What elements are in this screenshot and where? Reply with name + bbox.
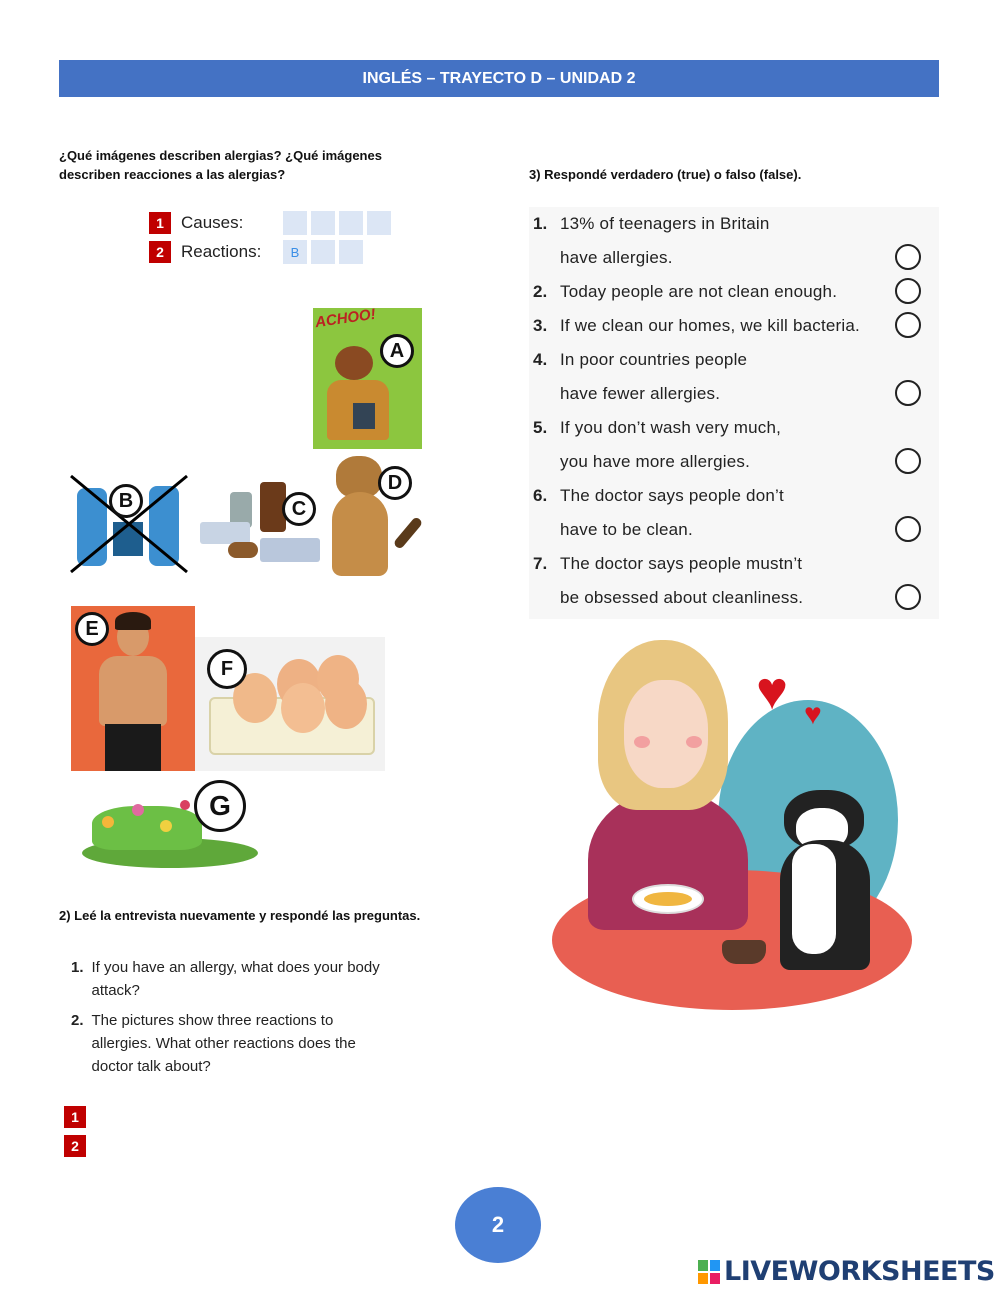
section2-questions (71, 956, 431, 1078)
letter-e: E (75, 612, 109, 646)
page-title-banner (59, 60, 939, 97)
question-line: attack? (91, 982, 140, 999)
answer-circle[interactable] (895, 244, 921, 270)
answer-circle[interactable] (895, 516, 921, 542)
item-text: If you don’t wash very much, (560, 418, 782, 437)
section3-title: 3) Respondé verdadero (true) o falso (false). (529, 167, 802, 182)
item-text: The doctor says people don’t (560, 486, 784, 505)
question-line: doctor talk about? (91, 1058, 211, 1075)
item-number: 2. (533, 282, 548, 301)
letter-d: D (378, 466, 412, 500)
reactions-label: Reactions: (181, 242, 262, 261)
causes-number: 1 (149, 212, 171, 234)
reactions-answer-box[interactable]: B (283, 240, 307, 264)
sneeze-image (313, 305, 422, 449)
causes-row (149, 211, 391, 235)
medicines-image (190, 478, 330, 578)
answer-field-2[interactable] (90, 1135, 430, 1157)
eggs-image (195, 637, 385, 771)
answer-circle[interactable] (895, 312, 921, 338)
letter-g: G (194, 780, 246, 832)
item-number: 4. (533, 350, 548, 369)
letter-a: A (380, 334, 414, 368)
reactions-number: 2 (149, 241, 171, 263)
rash-image (71, 606, 195, 771)
item-number: 1. (533, 214, 548, 233)
page-number: 2 (491, 1212, 505, 1237)
reactions-row (149, 240, 363, 264)
answer-circle[interactable] (895, 584, 921, 610)
item-text: have fewer allergies. (560, 384, 721, 403)
item-text: be obsessed about cleanliness. (560, 588, 804, 607)
true-false-list (529, 207, 939, 619)
answer-number: 2 (64, 1135, 86, 1157)
causes-answer-box[interactable] (283, 211, 307, 235)
page-number-badge (455, 1187, 541, 1263)
question-item (71, 956, 431, 1002)
item-text: The doctor says people mustn’t (560, 554, 803, 573)
section1-question: ¿Qué imágenes describen alergias? ¿Qué imágenes describen reacciones a las alergias? (59, 148, 382, 182)
question-item (71, 1009, 431, 1078)
heart-icon: ♥ (804, 698, 822, 731)
question-line: The pictures show three reactions to (91, 1012, 334, 1029)
brand-name: LIVEWORKSHEETS (724, 1256, 995, 1287)
section2-title: 2) Leé la entrevista nuevamente y respondé las preguntas. (59, 908, 421, 923)
causes-answer-box[interactable] (339, 211, 363, 235)
answer-field-1[interactable] (90, 1106, 430, 1128)
item-number: 6. (533, 486, 548, 505)
answer-circle[interactable] (895, 448, 921, 474)
reactions-answer-box[interactable] (311, 240, 335, 264)
item-number: 5. (533, 418, 548, 437)
answer-number: 1 (64, 1106, 86, 1128)
causes-answer-box[interactable] (367, 211, 391, 235)
item-text: In poor countries people (560, 350, 748, 369)
answer-circle[interactable] (895, 278, 921, 304)
letter-c: C (282, 492, 316, 526)
woman-cat-illustration (548, 640, 940, 1020)
page-title: INGLÉS – TRAYECTO D – UNIDAD 2 (362, 69, 636, 87)
inhalers-image (69, 472, 191, 576)
item-number: 7. (533, 554, 548, 573)
question-line: If you have an allergy, what does your body (91, 959, 380, 976)
causes-label: Causes: (181, 213, 244, 232)
question-line: allergies. What other reactions does the (91, 1035, 356, 1052)
letter-f: F (207, 649, 247, 689)
item-number: 3. (533, 316, 548, 335)
reactions-answer-box[interactable] (339, 240, 363, 264)
item-text: If we clean our homes, we kill bacteria. (560, 316, 860, 335)
cat-image (328, 450, 436, 580)
item-text: have allergies. (560, 248, 673, 267)
causes-answer-box[interactable] (311, 211, 335, 235)
liveworksheets-logo-icon (698, 1260, 720, 1284)
item-text: Today people are not clean enough. (560, 282, 838, 301)
question-number: 1. (71, 959, 84, 976)
item-text: have to be clean. (560, 520, 693, 539)
achoo-text: ACHOO! (314, 305, 377, 332)
answer-circle[interactable] (895, 380, 921, 406)
item-text: 13% of teenagers in Britain (560, 214, 770, 233)
letter-b: B (109, 484, 143, 518)
item-text: you have more allergies. (560, 452, 751, 471)
flowers-image (82, 776, 258, 872)
question-number: 2. (71, 1012, 84, 1029)
heart-icon: ♥ (756, 661, 789, 721)
